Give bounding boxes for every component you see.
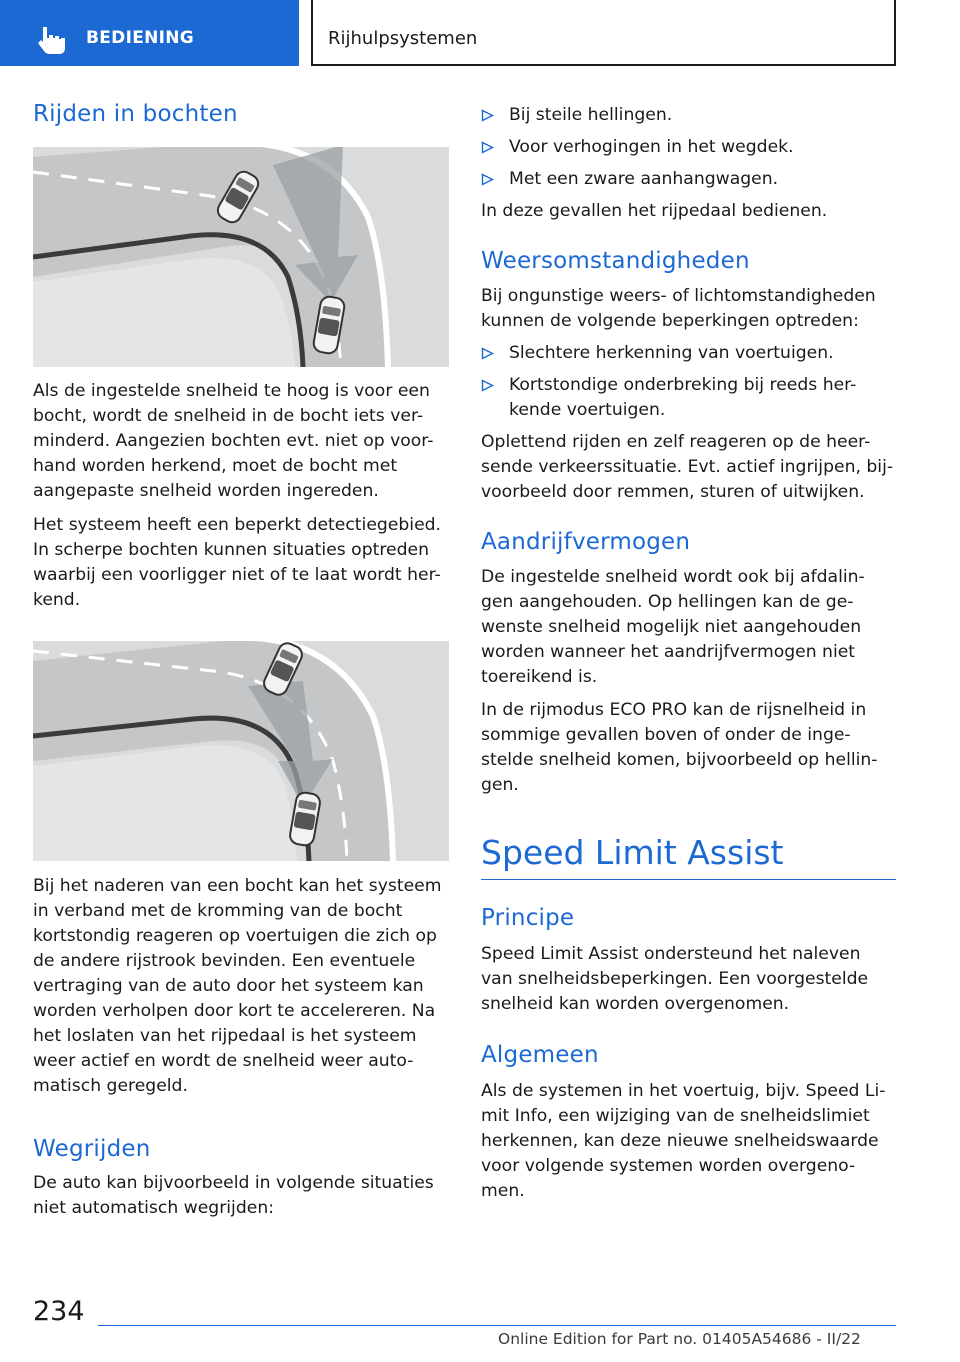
page-number: 234	[33, 1296, 85, 1327]
heading-algemeen: Algemeen	[481, 1042, 599, 1068]
paragraph-wegrijden: De auto kan bijvoorbeeld in volgende situaties niet automatisch wegrijden:	[33, 1173, 434, 1218]
paragraph-bochten-3: Bij het naderen van een bocht kan het systeem in verband met de kromming van de bocht kortstondig reageren op voertuigen die zich op de andere rijstrook bevinden. Een eventuele vertraging van de auto door het systeem kan worden verholpen door kort te accelereren. Na het loslaten van het rijpedaal is het systeem weer actief en wordt de snelheid weer auto- matisch geregeld.	[33, 876, 442, 1096]
paragraph-weer-2: Oplettend rijden en zelf reageren op de heer- sende verkeerssituatie. Evt. actief ingrijpen, bij- voorbeeld door remmen, sturen of uitwijken.	[481, 432, 894, 502]
chapter-title: Rijhulpsystemen	[328, 28, 478, 49]
hand-pointer-icon	[34, 24, 68, 56]
curve-diagram-1	[33, 147, 449, 367]
section-tab[interactable]	[0, 0, 299, 66]
triangle-bullet-icon	[481, 173, 494, 186]
heading-rijden-in-bochten: Rijden in bochten	[33, 101, 238, 127]
edition-text: Online Edition for Part no. 01405A54686 - II/22	[498, 1330, 861, 1348]
paragraph-bochten-2: Het systeem heeft een beperkt detectiegebied. In scherpe bochten kunnen situaties optreden waarbij een voorligger niet of te laat wordt her- kend.	[33, 515, 442, 610]
triangle-bullet-icon	[481, 141, 494, 154]
paragraph-weer: Bij ongunstige weers- of lichtomstandigheden kunnen de volgende beperkingen optreden:	[481, 286, 876, 331]
heading-wegrijden: Wegrijden	[33, 1136, 151, 1162]
section-label: BEDIENING	[86, 28, 195, 48]
paragraph-rijpedaal: In deze gevallen het rijpedaal bedienen.	[481, 201, 828, 221]
triangle-bullet-icon	[481, 347, 494, 360]
list-item: Kortstondige onderbreking bij reeds her- kende voertuigen.	[481, 373, 897, 423]
heading-speed-limit-assist: Speed Limit Assist	[481, 833, 784, 872]
heading-aandrijfvermogen: Aandrijfvermogen	[481, 529, 691, 555]
paragraph-principe: Speed Limit Assist ondersteund het naleven van snelheidsbeperkingen. Een voorgestelde snelheid kan worden overgenomen.	[481, 944, 869, 1014]
list-item: Met een zware aanhangwagen.	[481, 167, 897, 192]
footer-divider	[98, 1325, 896, 1326]
list-item: Bij steile hellingen.	[481, 103, 897, 128]
list-item: Voor verhogingen in het wegdek.	[481, 135, 897, 160]
paragraph-aandrijf-1: De ingestelde snelheid wordt ook bij afdalin- gen aangehouden. Op hellingen kan de ge- wenste snelheid mogelijk niet aangehouden worden wanneer het aandrijfvermogen niet toereikend is.	[481, 567, 865, 687]
triangle-bullet-icon	[481, 109, 494, 122]
curve-diagram-2	[33, 641, 449, 861]
paragraph-bochten-1: Als de ingestelde snelheid te hoog is voor een bocht, wordt de snelheid in de bocht iets ver- minderd. Aangezien bochten evt. niet op voor- hand worden herkend, moet de bocht met aangepaste snelheid worden ingereden.	[33, 381, 434, 501]
chapter-header	[311, 0, 896, 66]
heading-weersomstandigheden: Weersomstandigheden	[481, 248, 750, 274]
heading-principe: Principe	[481, 905, 575, 931]
list-item: Slechtere herkenning van voertuigen.	[481, 341, 897, 366]
paragraph-algemeen: Als de systemen in het voertuig, bijv. Speed Li- mit Info, een wijziging van de snelheidslimiet herkennen, kan deze nieuwe snelheidswaarde voor volgende systemen worden overgeno- men.	[481, 1081, 886, 1201]
section-divider	[481, 879, 896, 880]
triangle-bullet-icon	[481, 379, 494, 392]
paragraph-aandrijf-2: In de rijmodus ECO PRO kan de rijsnelheid in sommige gevallen boven of onder de inge- stelde snelheid komen, bijvoorbeeld op hellin- gen.	[481, 700, 878, 795]
